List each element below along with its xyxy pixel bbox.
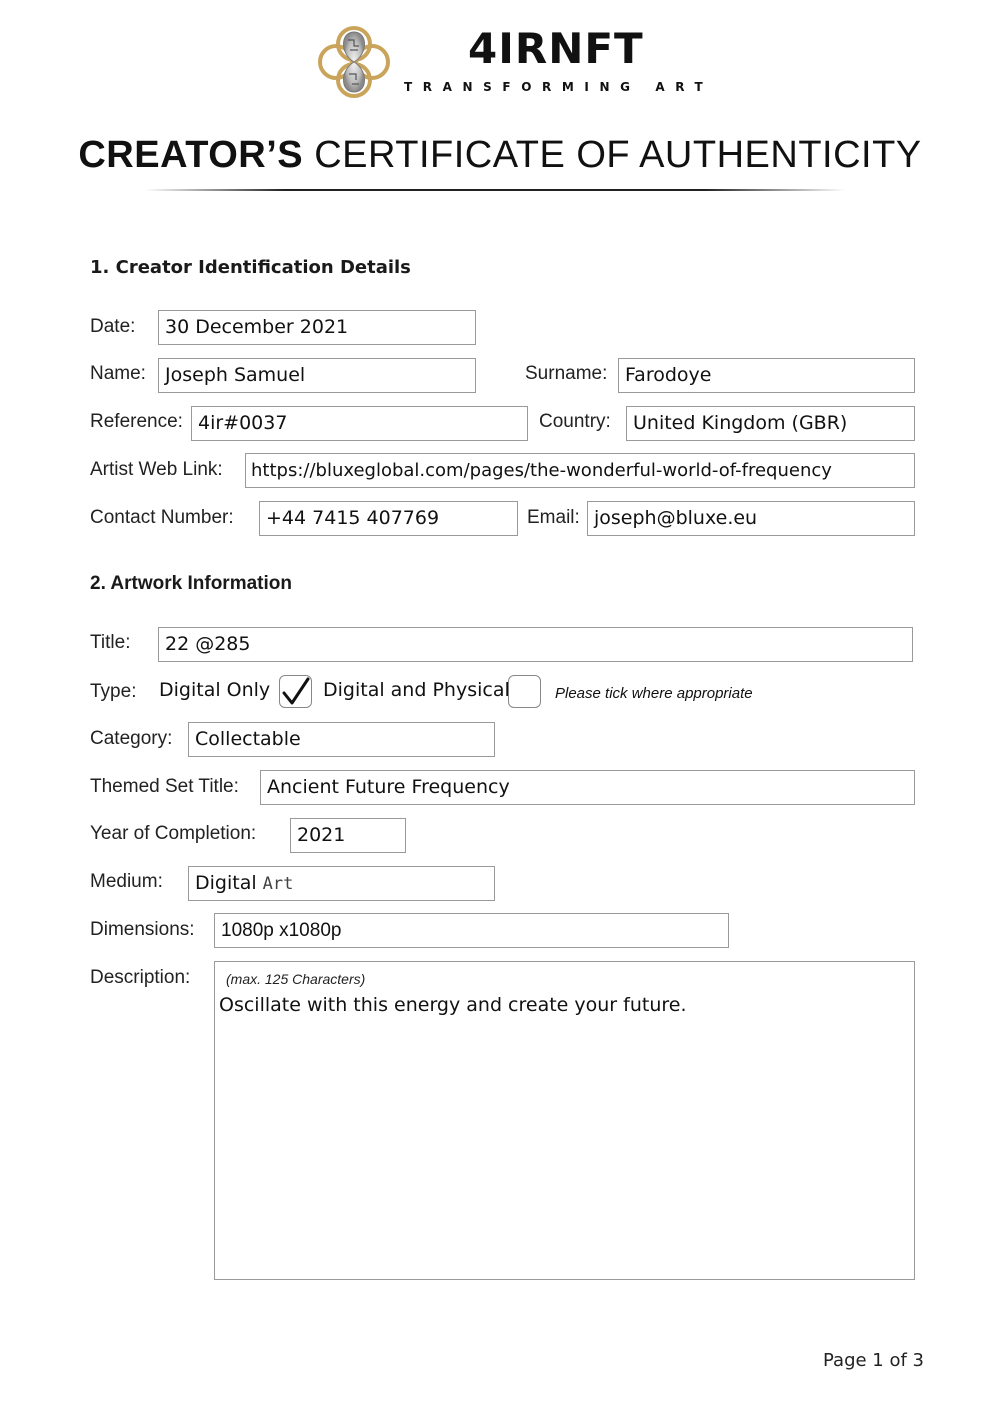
contact-field[interactable]: +44 7415 407769	[259, 501, 518, 536]
weblink-label: Artist Web Link:	[90, 459, 223, 480]
section-heading-artwork: 2. Artwork Information	[90, 573, 292, 594]
surname-label: Surname:	[525, 363, 608, 384]
title-divider	[145, 189, 845, 191]
reference-field[interactable]: 4ir#0037	[191, 406, 528, 441]
dimensions-field[interactable]: 1080p x1080p	[214, 913, 729, 948]
country-field[interactable]: United Kingdom (GBR)	[626, 406, 915, 441]
type-hint: Please tick where appropriate	[555, 685, 753, 702]
category-label: Category:	[90, 728, 173, 749]
type-label: Type:	[90, 681, 137, 702]
medium-value-main: Digital	[195, 872, 257, 894]
weblink-field[interactable]: https://bluxeglobal.com/pages/the-wonderful-world-of-frequency	[245, 453, 915, 488]
medium-field[interactable]	[188, 866, 495, 901]
page-title-rest: CERTIFICATE OF AUTHENTICITY	[314, 134, 922, 176]
digital-physical-checkbox[interactable]	[508, 675, 541, 708]
themed-set-field[interactable]: Ancient Future Frequency	[260, 770, 915, 805]
surname-field[interactable]: Farodoye	[618, 358, 915, 393]
brand-name: 4IRNFT	[468, 24, 644, 73]
checkmark-icon	[280, 676, 311, 707]
digital-only-checkbox[interactable]	[279, 675, 312, 708]
description-label: Description:	[90, 967, 191, 988]
date-field[interactable]: 30 December 2021	[158, 310, 476, 345]
page-title	[0, 134, 1000, 177]
year-field[interactable]: 2021	[290, 818, 406, 853]
email-field[interactable]: joseph@bluxe.eu	[587, 501, 915, 536]
contact-label: Contact Number:	[90, 507, 234, 528]
year-label: Year of Completion:	[90, 823, 257, 844]
description-hint: (max. 125 Characters)	[226, 971, 366, 987]
medium-label: Medium:	[90, 871, 163, 892]
title-label: Title:	[90, 632, 131, 653]
name-field[interactable]: Joseph Samuel	[158, 358, 476, 393]
name-label: Name:	[90, 363, 146, 384]
country-label: Country:	[539, 411, 611, 432]
reference-label: Reference:	[90, 411, 183, 432]
email-label: Email:	[527, 507, 580, 528]
brand-tagline: TRANSFORMING ART	[404, 80, 714, 94]
infinity-emblem-icon	[316, 24, 392, 100]
type-option-digital-only-label: Digital Only	[159, 679, 271, 701]
page-number: Page 1 of 3	[823, 1350, 924, 1371]
type-option-digital-physical-label: Digital and Physical	[323, 679, 510, 701]
medium-value-suffix: Art	[262, 874, 294, 894]
dimensions-label: Dimensions:	[90, 919, 195, 940]
description-text: Oscillate with this energy and create your future.	[219, 994, 687, 1016]
category-field[interactable]: Collectable	[188, 722, 495, 757]
title-field[interactable]: 22 @285	[158, 627, 913, 662]
page-title-bold: CREATOR’S	[78, 134, 304, 176]
themed-set-label: Themed Set Title:	[90, 776, 239, 797]
section-heading-creator: 1. Creator Identification Details	[90, 257, 411, 278]
date-label: Date:	[90, 316, 136, 337]
